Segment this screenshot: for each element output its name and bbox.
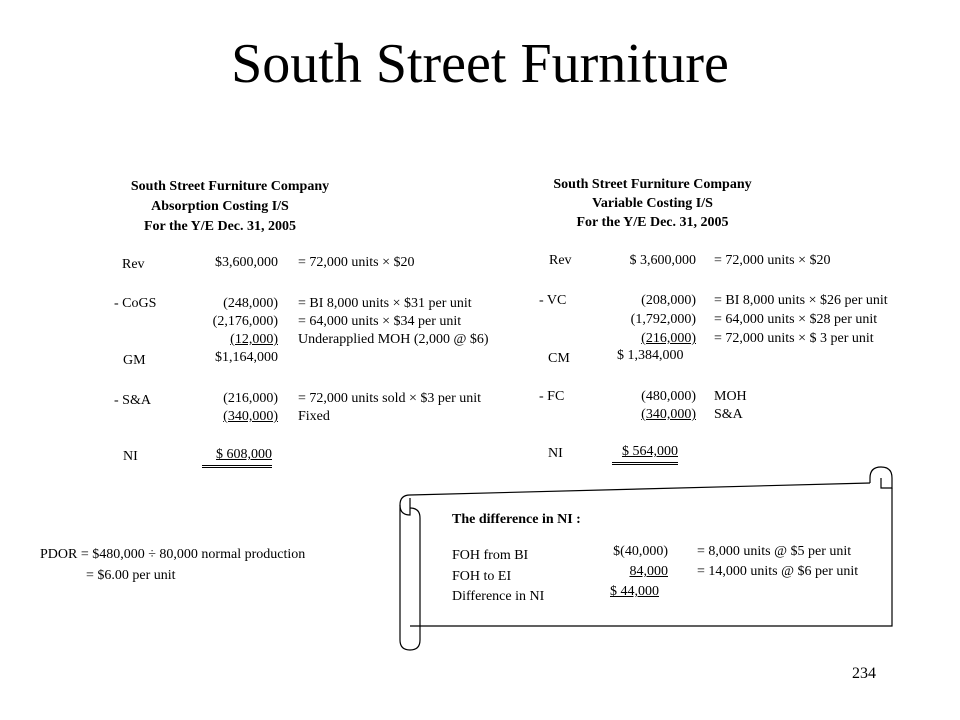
- variable-note-fc-sa: S&A: [714, 407, 743, 422]
- variable-note-vc-sa: = 72,000 units × $ 3 per unit: [714, 331, 874, 346]
- difference-amount-ei: 84,000: [629, 564, 668, 579]
- absorption-amount-cogs-production: (2,176,000): [212, 314, 278, 329]
- absorption-statement-title: Absorption Costing I/S: [151, 199, 289, 214]
- variable-amount-ni: $ 564,000: [612, 443, 678, 465]
- absorption-amount-underapplied: (12,000): [230, 332, 278, 347]
- absorption-amount-ni: $ 608,000: [202, 446, 272, 468]
- difference-heading: The difference in NI :: [452, 512, 581, 527]
- absorption-amount-sa-variable: (216,000): [223, 391, 278, 406]
- variable-label-ni: NI: [548, 446, 563, 461]
- variable-amount-rev: $ 3,600,000: [629, 253, 696, 268]
- pdor-formula: PDOR = $480,000 ÷ 80,000 normal production: [40, 547, 306, 562]
- absorption-amount-sa-fixed: (340,000): [223, 409, 278, 424]
- difference-label-total: Difference in NI: [452, 589, 545, 604]
- variable-amount-cm: $ 1,384,000: [617, 348, 684, 363]
- absorption-note-sa-variable: = 72,000 units sold × $3 per unit: [298, 391, 482, 406]
- absorption-label-sa: - S&A: [114, 393, 151, 408]
- variable-label-cm: CM: [548, 351, 570, 366]
- difference-amount-bi: $(40,000): [613, 544, 668, 559]
- variable-amount-fc-sa: (340,000): [641, 407, 696, 422]
- difference-label-ei: FOH to EI: [452, 569, 512, 584]
- difference-note-ei: = 14,000 units @ $6 per unit: [697, 564, 859, 579]
- variable-amount-vc-sa: (216,000): [641, 331, 696, 346]
- absorption-label-rev: Rev: [122, 257, 145, 272]
- variable-amount-vc-production: (1,792,000): [630, 312, 696, 327]
- variable-note-vc-production: = 64,000 units × $28 per unit: [714, 312, 878, 327]
- variable-statement-title: Variable Costing I/S: [592, 196, 713, 211]
- variable-amount-vc-bi: (208,000): [641, 293, 696, 308]
- variable-label-vc: - VC: [539, 293, 567, 308]
- absorption-period: For the Y/E Dec. 31, 2005: [143, 219, 297, 234]
- absorption-note-cogs-bi: = BI 8,000 units × $31 per unit: [298, 296, 472, 311]
- absorption-company: South Street Furniture Company: [130, 179, 330, 194]
- absorption-amount-rev: $3,600,000: [215, 255, 278, 270]
- difference-label-bi: FOH from BI: [452, 548, 529, 563]
- difference-note-bi: = 8,000 units @ $5 per unit: [697, 544, 852, 559]
- page-number: 234: [852, 665, 876, 682]
- variable-note-rev: = 72,000 units × $20: [714, 253, 831, 268]
- absorption-label-gm: GM: [123, 353, 146, 368]
- variable-label-rev: Rev: [549, 253, 572, 268]
- absorption-note-underapplied: Underapplied MOH (2,000 @ $6): [298, 332, 489, 347]
- difference-amount-total: $ 44,000: [610, 584, 659, 599]
- absorption-amount-cogs-bi: (248,000): [223, 296, 278, 311]
- absorption-note-rev: = 72,000 units × $20: [298, 255, 415, 270]
- variable-period: For the Y/E Dec. 31, 2005: [576, 215, 729, 230]
- absorption-note-sa-fixed: Fixed: [298, 409, 330, 424]
- variable-note-vc-bi: = BI 8,000 units × $26 per unit: [714, 293, 888, 308]
- variable-amount-fc-moh: (480,000): [641, 389, 696, 404]
- absorption-label-ni: NI: [123, 449, 138, 464]
- variable-company: South Street Furniture Company: [553, 177, 752, 192]
- absorption-amount-gm: $1,164,000: [215, 350, 278, 365]
- variable-note-fc-moh: MOH: [714, 389, 747, 404]
- absorption-label-cogs: - CoGS: [114, 296, 157, 311]
- variable-label-fc: - FC: [539, 389, 565, 404]
- absorption-note-cogs-production: = 64,000 units × $34 per unit: [298, 314, 462, 329]
- pdor-result: = $6.00 per unit: [86, 568, 176, 583]
- slide-title: South Street Furniture: [231, 33, 729, 95]
